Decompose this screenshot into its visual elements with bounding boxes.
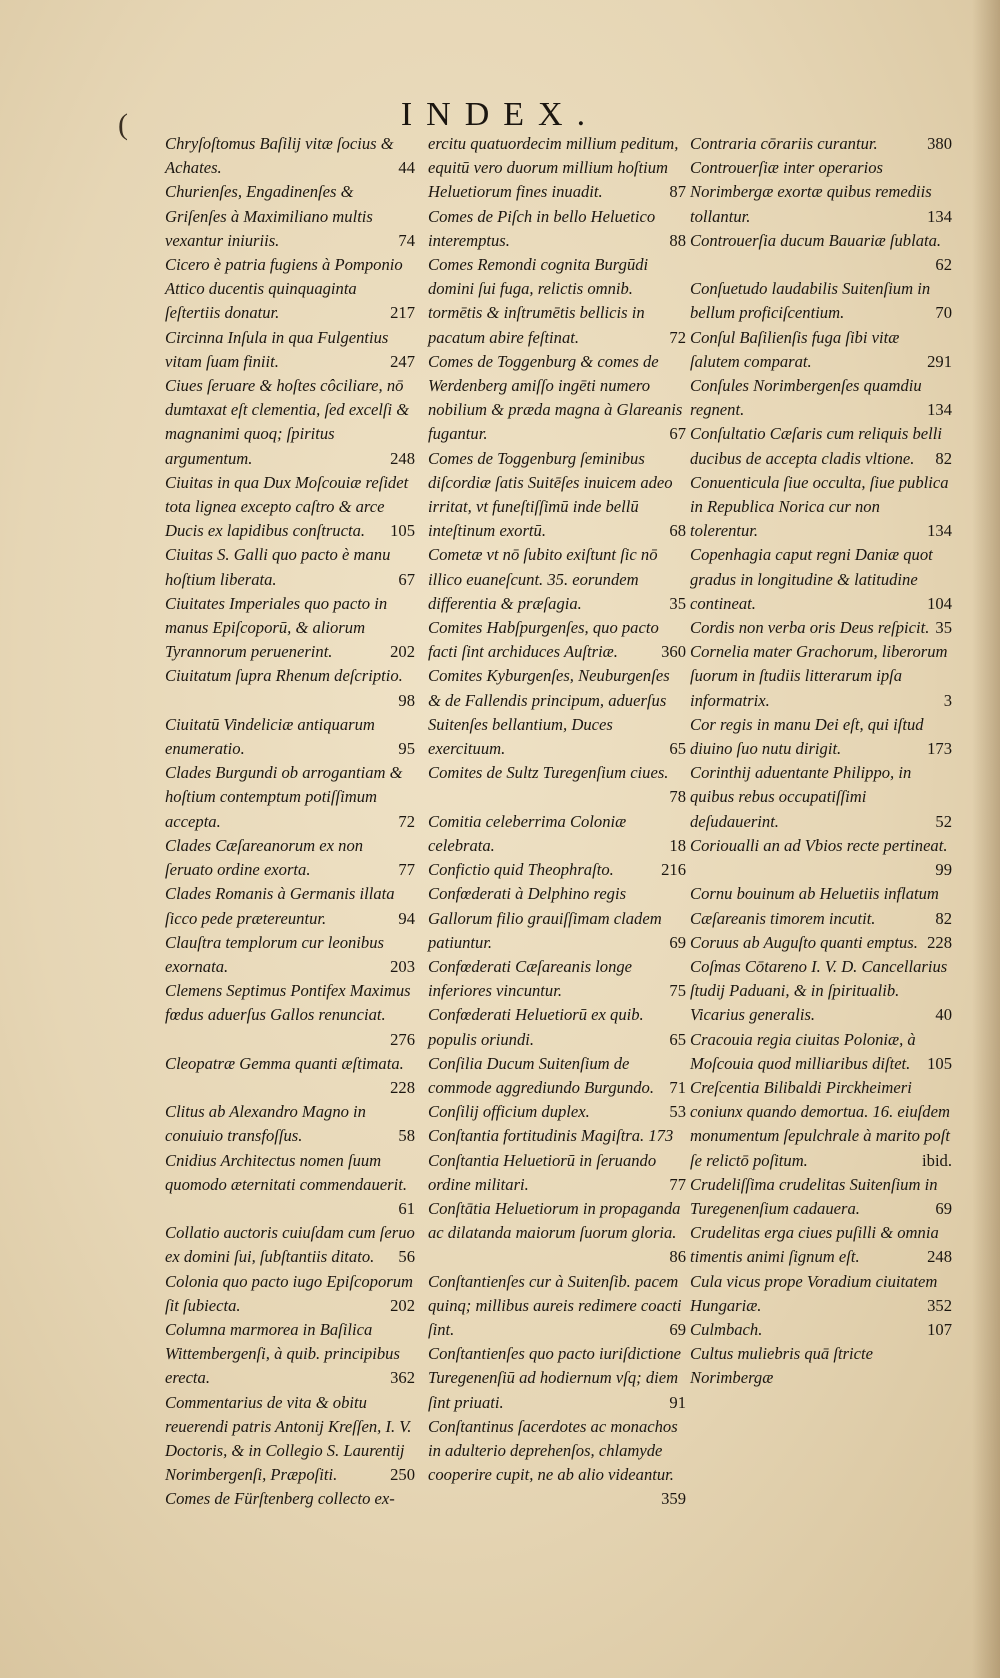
index-entry-page: 62 — [935, 255, 952, 275]
index-entry-text: Crudelitas erga ciues puſilli & omnia timentis animi ſignum eſt. — [690, 1223, 939, 1267]
index-entry-page: 248 — [927, 1247, 952, 1267]
index-entry-page: 18 — [669, 835, 686, 855]
index-entry-text: Comitia celeberrima Coloniæ celebrata. — [428, 811, 627, 855]
index-entry — [428, 1100, 686, 1124]
index-entry-page: 65 — [669, 739, 686, 759]
index-entry-page: 247 — [390, 351, 415, 371]
index-entry — [165, 979, 415, 1052]
index-entry-text: Collatio auctoris cuiuſdam cum ſeruo ex domini ſui, ſubſtantiis ditato. — [165, 1223, 415, 1267]
index-entry — [165, 1487, 415, 1511]
index-entry-text: Clauſtra templorum cur leonibus exornata. — [165, 932, 384, 976]
index-entry — [690, 955, 952, 1028]
index-entry-page: 82 — [935, 908, 952, 928]
index-entry-page: 98 — [398, 690, 415, 710]
index-entry — [428, 810, 686, 858]
index-entry-text: Cultus muliebris quā ſtricte Norimbergæ — [690, 1344, 873, 1388]
index-entry-page: 75 — [669, 981, 686, 1001]
index-entry-text: ercitu quatuordecim millium peditum, equitū vero duorum millium hoſtium Heluetiorum fines inuadit. — [428, 134, 679, 202]
index-entry — [428, 447, 686, 544]
index-entry-text: Conſilij officium duplex. — [428, 1102, 590, 1122]
index-entry-page: 359 — [661, 1489, 686, 1509]
index-entry — [428, 1342, 686, 1415]
index-entry-page: 134 — [927, 206, 952, 226]
index-entry — [165, 471, 415, 544]
page-header: INDEX. — [400, 96, 600, 133]
index-entry-page: 69 — [669, 1319, 686, 1339]
index-entry-text: Ciuitates Imperiales quo pacto in manus Epiſcoporū, & aliorum Tyrannorum peruenerint. — [165, 593, 388, 662]
index-entry — [165, 253, 415, 326]
index-entry-text: Clades Romanis à Germanis illata ſicco pede prætereuntur. — [165, 884, 395, 928]
index-entry-text: Conſuetudo laudabilis Suitenſium in bellum proficiſcentium. — [690, 279, 931, 323]
index-entry — [165, 834, 415, 882]
index-entry — [690, 882, 952, 930]
index-entry-text: Conſtantienſes quo pacto iuriſdictione Turegenenſiū ad hodiernum vſq; diem ſint priuati. — [428, 1344, 682, 1412]
page-edge-shadow — [972, 0, 1000, 1678]
index-entry-page: ibid. — [922, 1150, 952, 1170]
index-entry-page: 3 — [943, 690, 952, 710]
index-entry — [165, 180, 415, 253]
index-entry — [165, 1391, 415, 1488]
index-entry-page: 202 — [390, 642, 415, 662]
index-entry-page: 99 — [935, 860, 952, 880]
index-entry-text: Ciues ſeruare & hoſtes côciliare, nō dumtaxat eſt clementia, ſed excelſi & magnanimi quoq; ſpiritus argumentum. — [165, 376, 410, 468]
index-entry-text: Comes de Toggenburg ſeminibus diſcordiæ ſatis Suitēſes inuicem adeo irritat, vt funeſtiſſimū inde bellū inteſtinum exortū. — [428, 448, 673, 541]
index-entry — [690, 834, 952, 882]
index-entry-text: Ciuitatum ſupra Rhenum deſcriptio. — [165, 666, 403, 686]
index-entry-text: Confœderati Heluetiorū ex quib. populis oriundi. — [428, 1005, 644, 1049]
index-entry-text: Confœderati Cæſareanis longe inferiores vincuntur. — [428, 956, 633, 1001]
index-entry-page: 53 — [669, 1102, 686, 1122]
index-entry-text: Cornelia mater Grachorum, liberorum ſuorum in ſtudiis litterarum ipſa informatrix. — [690, 642, 948, 710]
index-entry — [165, 1270, 415, 1318]
index-entry — [428, 1197, 686, 1270]
index-entry-page: 72 — [398, 811, 415, 831]
index-entry — [690, 931, 952, 955]
index-entry — [165, 543, 415, 591]
index-entry-text: Clades Cæſareanorum ex non ſeruato ordine exorta. — [165, 835, 364, 880]
index-entry-text: Comites Kyburgenſes, Neuburgenſes & de Fallendis principum, aduerſus Suitenſes bellantium, Duces exercituum. — [428, 666, 670, 759]
index-entry-text: Columna marmorea in Baſilica Wittembergenſi, à quib. principibus erecta. — [165, 1319, 400, 1388]
index-entry-text: Clades Burgundi ob arrogantiam & hoſtium contemptum potiſſimum accepta. — [165, 763, 403, 831]
index-entry-text: Cracouia regia ciuitas Poloniæ, à Moſcouia quod milliaribus diſtet. — [690, 1029, 916, 1073]
index-entry — [165, 761, 415, 834]
index-entry-text: Comes Remondi cognita Burgūdi domini ſui fuga, relictis omnib. tormētis & inſtrumētis bellicis in pacatum abire feſtinat. — [428, 255, 649, 347]
index-entry-text: Chryſoſtomus Baſilij vitæ ſocius & Achates. — [165, 134, 394, 178]
index-entry-page: 362 — [390, 1368, 415, 1388]
index-entry-text: Creſcentia Bilibaldi Pirckheimeri coniunx quando demortua. 16. eiuſdem monumentum ſepulchrale à marito poſt ſe relictō poſitum. — [690, 1077, 950, 1170]
margin-mark: ( — [118, 108, 128, 141]
index-entry-page: 40 — [935, 1005, 952, 1025]
index-column-2 — [428, 132, 686, 1512]
index-entry-text: Cicero è patria fugiens à Pomponio Attico ducentis quinquaginta ſeſtertiis donatur. — [165, 255, 403, 323]
index-entry — [690, 156, 952, 229]
index-entry — [428, 132, 686, 205]
index-entry — [428, 1124, 686, 1148]
index-entry-page: 216 — [661, 860, 686, 880]
index-entry-text: Ciuitas in qua Dux Moſcouiæ reſidet tota lignea excepto caſtro & arce Ducis ex lapidibus conſtructa. — [165, 472, 409, 541]
index-entry — [165, 1221, 415, 1269]
index-entry — [165, 374, 415, 471]
index-entry-page: 380 — [927, 134, 952, 153]
index-entry — [165, 592, 415, 665]
index-column-1 — [165, 132, 415, 1512]
index-entry-text: Churienſes, Engadinenſes & Griſenſes à Maximiliano multis vexantur iniuriis. — [165, 182, 373, 250]
index-entry — [690, 713, 952, 761]
index-entry — [165, 1100, 415, 1148]
index-entry — [428, 1149, 686, 1197]
index-entry-page: 77 — [669, 1174, 686, 1194]
index-entry — [690, 1318, 952, 1342]
index-entry-text: Conſul Baſilienſis fuga ſibi vitæ ſalutem comparat. — [690, 327, 900, 371]
index-entry-text: Conſules Norimbergenſes quamdiu regnent. — [690, 376, 922, 420]
index-entry-page: 67 — [398, 569, 415, 589]
index-entry-text: Culmbach. — [690, 1319, 763, 1339]
index-entry — [690, 471, 952, 544]
index-entry — [428, 1270, 686, 1343]
index-entry-text: Conſtantinus ſacerdotes ac monachos in adulterio deprehenſos, chlamyde cooperire cupit, ne ab alio videantur. — [428, 1416, 678, 1485]
index-entry-page: 217 — [390, 303, 415, 323]
index-entry-page: 56 — [398, 1247, 415, 1267]
index-entry-text: Cornu bouinum ab Heluetiis inflatum Cæſareanis timorem incutit. — [690, 884, 939, 928]
index-entry-text: Copenhagia caput regni Daniæ quot gradus in longitudine & latitudine contineat. — [690, 545, 933, 613]
index-entry — [690, 761, 952, 834]
index-entry-text: Cula vicus prope Voradium ciuitatem Hungariæ. — [690, 1271, 938, 1315]
index-entry — [428, 858, 686, 882]
index-entry — [690, 543, 952, 616]
index-entry-text: Cordis non verba oris Deus reſpicit. — [690, 618, 930, 638]
index-entry — [165, 1149, 415, 1222]
index-entry — [165, 132, 415, 180]
index-entry-text: Comites Habſpurgenſes, quo pacto facti ſint archiduces Auſtriæ. — [428, 618, 659, 662]
index-entry-text: Ciuitas S. Galli quo pacto è manu hoſtium liberata. — [165, 545, 391, 589]
index-entry — [428, 253, 686, 350]
index-entry-page: 74 — [398, 230, 415, 250]
index-entry — [690, 640, 952, 713]
index-entry — [428, 543, 686, 616]
index-entry-text: Clemens Septimus Pontifex Maximus fœdus aduerſus Gallos renunciat. — [165, 981, 411, 1025]
index-entry-page: 250 — [390, 1465, 415, 1485]
index-entry-page: 360 — [661, 642, 686, 662]
index-entry-page: 52 — [935, 811, 952, 831]
index-entry-page: 91 — [669, 1392, 686, 1412]
index-entry — [165, 882, 415, 930]
index-entry-page: 203 — [390, 956, 415, 976]
index-entry-text: Conſultatio Cæſaris cum reliquis belli ducibus de accepta cladis vltione. — [690, 424, 942, 468]
index-entry — [690, 616, 952, 640]
index-entry-text: Cometæ vt nō ſubito exiſtunt ſic nō illico euaneſcunt. 35. eorundem differentia & præſagia. — [428, 545, 658, 613]
index-entry — [428, 955, 686, 1003]
index-entry-text: Corioualli an ad Vbios recte pertineat. — [690, 835, 948, 855]
index-column-3 — [690, 132, 952, 1391]
index-entry-page: 173 — [927, 739, 952, 759]
index-entry — [165, 1052, 415, 1100]
index-entry-page: 70 — [935, 303, 952, 323]
index-entry-text: Circinna Inſula in qua Fulgentius vitam ſuam finiit. — [165, 327, 389, 371]
index-entry-page: 94 — [398, 908, 415, 928]
index-entry — [165, 931, 415, 979]
index-entry-text: Coruus ab Auguſto quanti emptus. — [690, 932, 918, 952]
index-entry-page: 78 — [669, 787, 686, 807]
index-entry-page: 82 — [935, 448, 952, 468]
index-entry — [690, 1076, 952, 1173]
index-entry-text: Comes de Fürſtenberg collecto ex- — [165, 1489, 395, 1509]
index-entry-text: Conſilia Ducum Suitenſium de commode aggrediundo Burgundo. — [428, 1053, 654, 1097]
index-entry — [165, 1318, 415, 1391]
index-entry-text: Cor regis in manu Dei eſt, qui iſtud diuino ſuo nutu dirigit. — [690, 714, 924, 759]
index-entry-page: 228 — [927, 932, 952, 952]
index-entry-page: 248 — [390, 448, 415, 468]
index-entry-text: Conſtātia Heluetiorum in propaganda ac dilatanda maiorum ſuorum gloria. — [428, 1198, 681, 1243]
index-entry-page: 88 — [669, 230, 686, 250]
index-entry — [428, 1415, 686, 1512]
index-entry-text: Coſmas Cōtareno I. V. D. Cancellarius ſtudij Paduani, & in ſpiritualib. Vicarius generalis. — [690, 956, 948, 1025]
index-entry — [690, 374, 952, 422]
index-entry — [690, 229, 952, 277]
index-entry — [690, 1221, 952, 1269]
index-entry — [690, 132, 952, 156]
index-entry-page: 276 — [390, 1029, 415, 1049]
index-entry-page: 71 — [669, 1077, 686, 1097]
index-entry-text: Conſtantienſes cur à Suitenſib. pacem quinq; millibus aureis redimere coacti ſint. — [428, 1271, 682, 1339]
index-entry-text: Comites de Sultz Turegenſium ciues. — [428, 763, 669, 783]
index-entry-text: Cleopatræ Gemma quanti æſtimata. — [165, 1053, 404, 1073]
index-entry — [690, 277, 952, 325]
index-entry-text: Colonia quo pacto iugo Epiſcoporum ſit ſubiecta. — [165, 1271, 413, 1315]
index-entry-text: Commentarius de vita & obitu reuerendi patris Antonij Kreſſen, I. V. Doctoris, & in Collegio S. Laurentij Norimbergenſi, Præpoſiti. — [165, 1392, 412, 1485]
index-entry — [165, 326, 415, 374]
index-entry-page: 228 — [390, 1077, 415, 1097]
index-entry — [165, 713, 415, 761]
index-entry — [690, 326, 952, 374]
index-entry-text: Confictio quid Theophraſto. — [428, 860, 614, 880]
index-entry-page: 352 — [927, 1295, 952, 1315]
index-entry-page: 35 — [935, 618, 952, 638]
index-entry-page: 134 — [927, 521, 952, 541]
index-entry-text: Conuenticula ſiue occulta, ſiue publica in Republica Norica cur non tolerentur. — [690, 472, 949, 541]
index-entry-page: 105 — [390, 521, 415, 541]
index-entry — [690, 1173, 952, 1221]
index-entry-page: 87 — [669, 182, 686, 202]
index-entry-page: 69 — [935, 1198, 952, 1218]
index-entry-text: Comes de Piſch in bello Heluetico interemptus. — [428, 206, 656, 250]
index-entry-page: 65 — [669, 1029, 686, 1049]
index-entry — [428, 664, 686, 761]
index-entry-text: Conſtantia fortitudinis Magiſtra. 173 — [428, 1126, 674, 1146]
index-entry-text: Ciuitatū Vindeliciæ antiquarum enumeratio. — [165, 714, 375, 759]
index-entry-text: Controuerſiæ inter operarios Norimbergæ exortæ quibus remediis tollantur. — [690, 158, 932, 226]
index-entry — [428, 205, 686, 253]
index-entry-page: 58 — [398, 1126, 415, 1146]
index-entry — [428, 1052, 686, 1100]
index-entry — [428, 616, 686, 664]
index-entry — [690, 1028, 952, 1076]
index-entry-text: Controuerſia ducum Bauariæ ſublata. — [690, 230, 942, 250]
index-entry — [428, 1003, 686, 1051]
index-entry-page: 95 — [398, 739, 415, 759]
index-entry-page: 61 — [398, 1198, 415, 1218]
index-entry — [690, 1342, 952, 1390]
index-entry-text: Crudeliſſima crudelitas Suitenſium in Turegenenſium cadauera. — [690, 1174, 938, 1218]
index-entry-text: Cnidius Architectus nomen ſuum quomodo æternitati commendauerit. — [165, 1150, 407, 1194]
index-entry-page: 202 — [390, 1295, 415, 1315]
index-entry-text: Contraria cōrariis curantur. — [690, 134, 878, 153]
index-entry-page: 86 — [669, 1247, 686, 1267]
index-entry — [690, 1270, 952, 1318]
index-entry-text: Confœderati à Delphino regis Gallorum filio grauiſſimam cladem patiuntur. — [428, 884, 662, 952]
index-entry — [165, 664, 415, 712]
index-entry-page: 77 — [398, 860, 415, 880]
index-entry-page: 68 — [669, 521, 686, 541]
index-entry — [428, 882, 686, 955]
index-entry-page: 72 — [669, 327, 686, 347]
index-entry-page: 134 — [927, 400, 952, 420]
index-entry — [690, 422, 952, 470]
index-entry-page: 69 — [669, 932, 686, 952]
index-entry — [428, 350, 686, 447]
index-entry-page: 67 — [669, 424, 686, 444]
index-entry-text: Clitus ab Alexandro Magno in conuiuio transfoſſus. — [165, 1102, 366, 1146]
index-entry-page: 104 — [927, 593, 952, 613]
index-entry-page: 105 — [927, 1053, 952, 1073]
index-entry-text: Corinthij aduentante Philippo, in quibus rebus occupatiſſimi deſudauerint. — [690, 763, 912, 831]
index-entry-page: 107 — [927, 1319, 952, 1339]
index-entry-page: 291 — [927, 351, 952, 371]
index-entry-text: Conſtantia Heluetiorū in ſeruando ordine militari. — [428, 1150, 657, 1194]
index-entry-text: Comes de Toggenburg & comes de Werdenberg amiſſo ingēti numero nobilium & præda magna à Glareanis fugantur. — [428, 351, 683, 444]
index-entry — [428, 761, 686, 809]
index-entry-page: 44 — [398, 158, 415, 178]
index-entry-page: 35 — [669, 593, 686, 613]
